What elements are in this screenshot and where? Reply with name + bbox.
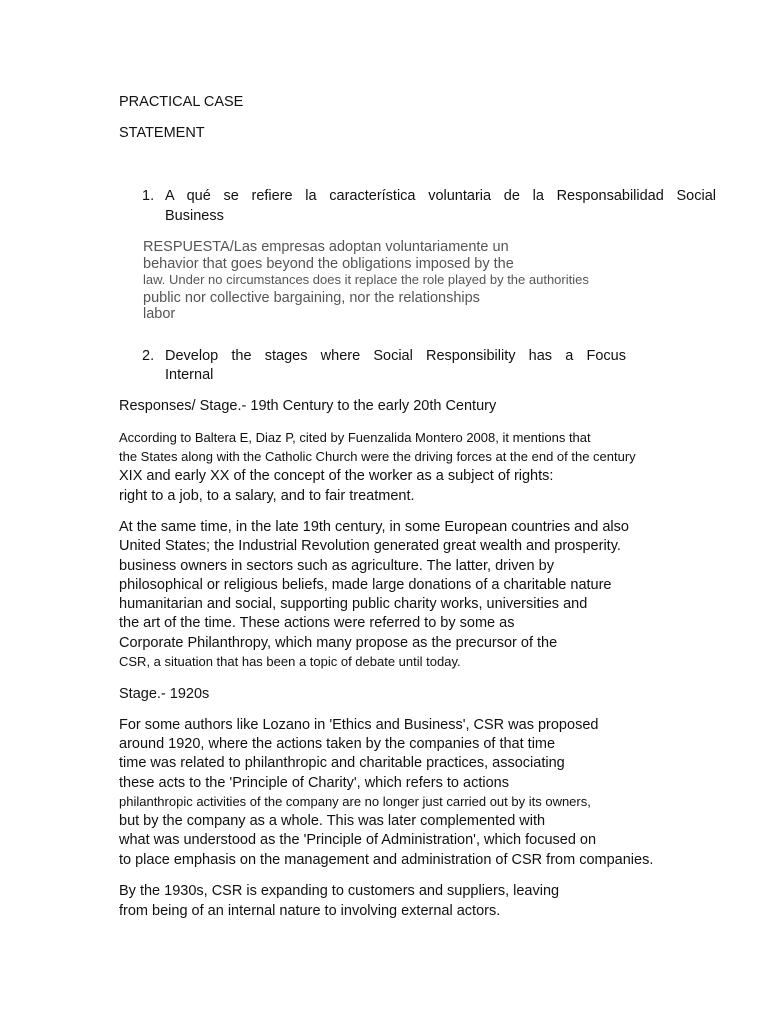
- paragraph-line: At the same time, in the late 19th century, in some European countries and also: [119, 519, 629, 535]
- question-2-line-1: Develop the stages where Social Responsibility has a Focus: [165, 348, 626, 364]
- paragraph-line: For some authors like Lozano in 'Ethics and Business', CSR was proposed: [119, 717, 599, 733]
- paragraph-line: XIX and early XX of the concept of the worker as a subject of rights:: [119, 468, 554, 484]
- document-title: PRACTICAL CASE: [119, 94, 244, 110]
- paragraph-line: around 1920, where the actions taken by the companies of that time: [119, 736, 556, 752]
- question-1-line-2: Business: [165, 208, 224, 224]
- paragraph-line: right to a job, to a salary, and to fair treatment.: [119, 488, 415, 504]
- paragraph-line: business owners in sectors such as agriculture. The latter, driven by: [119, 558, 554, 574]
- paragraph-line: to place emphasis on the management and administration of CSR from companies.: [119, 852, 654, 868]
- document-subtitle: STATEMENT: [119, 125, 205, 141]
- answer-1-line: behavior that goes beyond the obligations imposed by the: [143, 256, 514, 272]
- paragraph-line: philosophical or religious beliefs, made large donations of a charitable nature: [119, 577, 612, 593]
- stage-2-heading: Stage.- 1920s: [119, 686, 210, 702]
- question-1-number: 1.: [142, 188, 155, 204]
- answer-1-line: labor: [143, 306, 176, 322]
- paragraph-line: Corporate Philanthropy, which many propose as the precursor of the: [119, 635, 558, 651]
- question-2-line-2: Internal: [165, 367, 214, 383]
- paragraph-line: According to Baltera E, Diaz P, cited by Fuenzalida Montero 2008, it mentions that: [119, 430, 591, 445]
- paragraph-line: By the 1930s, CSR is expanding to customers and suppliers, leaving: [119, 883, 560, 899]
- answer-1-line: law. Under no circumstances does it replace the role played by the authorities: [143, 272, 589, 287]
- paragraph-line: time was related to philanthropic and charitable practices, associating: [119, 755, 565, 771]
- answer-1-line: RESPUESTA/Las empresas adoptan voluntariamente un: [143, 239, 509, 255]
- paragraph-line: United States; the Industrial Revolution generated great wealth and prosperity.: [119, 538, 621, 554]
- question-1-line-1: A qué se refiere la característica voluntaria de la Responsabilidad Social: [165, 188, 716, 204]
- paragraph-line: these acts to the 'Principle of Charity', which refers to actions: [119, 775, 509, 791]
- paragraph-line: philanthropic activities of the company are no longer just carried out by its owners,: [119, 794, 591, 809]
- answer-1-line: public nor collective bargaining, nor the relationships: [143, 290, 480, 306]
- paragraph-line: humanitarian and social, supporting public charity works, universities and: [119, 596, 588, 612]
- paragraph-line: what was understood as the 'Principle of Administration', which focused on: [119, 832, 597, 848]
- paragraph-line: from being of an internal nature to involving external actors.: [119, 903, 501, 919]
- question-2-number: 2.: [142, 348, 155, 364]
- paragraph-line: the States along with the Catholic Church were the driving forces at the end of the century: [119, 449, 636, 464]
- stage-1-heading: Responses/ Stage.- 19th Century to the early 20th Century: [119, 398, 497, 414]
- paragraph-line: CSR, a situation that has been a topic of debate until today.: [119, 654, 461, 669]
- paragraph-line: the art of the time. These actions were referred to by some as: [119, 615, 515, 631]
- paragraph-line: but by the company as a whole. This was later complemented with: [119, 813, 546, 829]
